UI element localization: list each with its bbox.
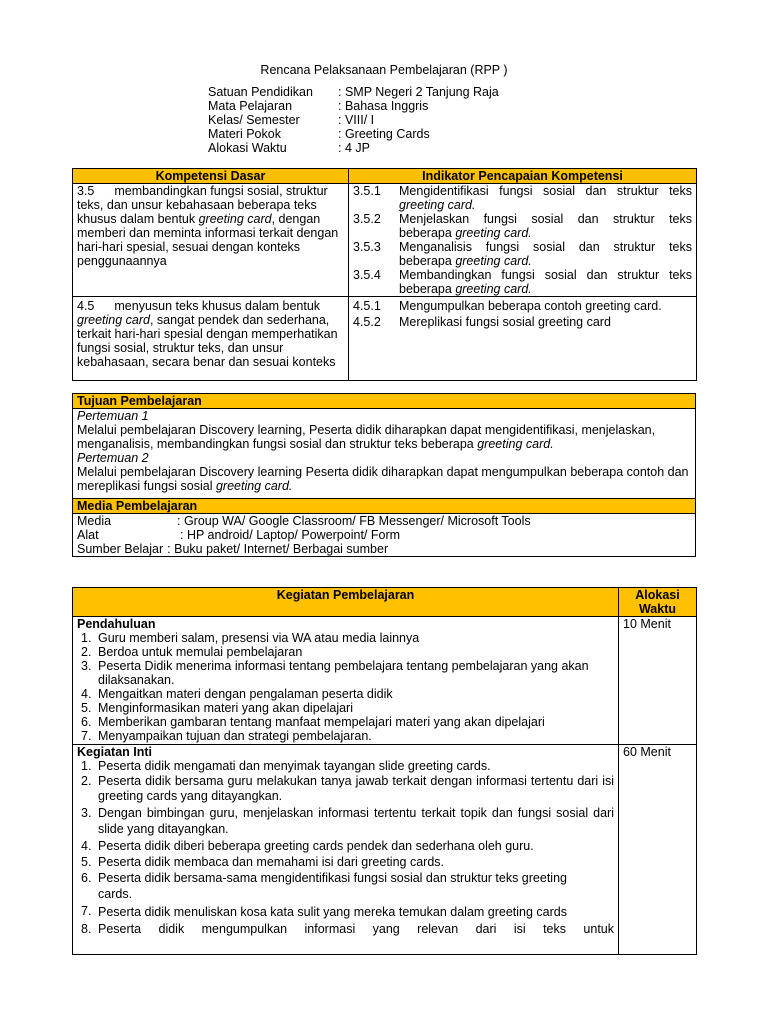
media-row bbox=[77, 514, 691, 528]
info-value: : 4 JP bbox=[338, 141, 370, 155]
info-row bbox=[208, 113, 499, 127]
list-item: 5. Peserta didik membaca dan memahami isi dari greeting cards. bbox=[81, 855, 444, 869]
meeting-1-label: Pertemuan 1 bbox=[77, 409, 149, 423]
list-item: 3. Dengan bimbingan guru, menjelaskan informasi tertentu terkait topik dan fungsi sosial dari slide yang ditayangkan. bbox=[81, 806, 614, 836]
media-header: Media Pembelajaran bbox=[73, 498, 695, 514]
indicators-4-5 bbox=[349, 297, 697, 381]
kd-text: membandingkan fungsi sosial, struktur teks, dan unsur kebahasaan beberapa teks khusus dalam bentuk bbox=[77, 184, 328, 226]
media-value: : Buku paket/ Internet/ Berbagai sumber bbox=[167, 542, 389, 556]
core-activities-time: 60 Menit bbox=[619, 745, 697, 955]
introduction-time: 10 Menit bbox=[619, 617, 697, 745]
indicator-item bbox=[353, 212, 692, 240]
indicator-italic: greeting card. bbox=[455, 282, 532, 296]
info-key: Alokasi Waktu bbox=[208, 141, 287, 155]
indicator-text: Menjelaskan fungsi sosial dan struktur teks beberapa bbox=[399, 212, 692, 240]
info-value: : Greeting Cards bbox=[338, 127, 430, 141]
identity-block bbox=[208, 85, 499, 155]
objectives-section bbox=[72, 393, 696, 557]
kd-number: 4.5 bbox=[77, 299, 95, 313]
indicator-italic: greeting card. bbox=[455, 254, 532, 268]
list-item: 5. Menginformasikan materi yang akan dipelajari bbox=[81, 701, 353, 715]
media-row bbox=[77, 542, 691, 556]
info-key: Mata Pelajaran bbox=[208, 99, 293, 113]
media-key: Sumber Belajar bbox=[77, 542, 164, 556]
media-key: Media bbox=[77, 514, 112, 528]
info-value: : Bahasa Inggris bbox=[338, 99, 429, 113]
time-allocation-header: Alokasi Waktu bbox=[619, 588, 697, 617]
indicator-item bbox=[353, 184, 692, 212]
list-item: 7. Peserta didik menuliskan kosa kata sulit yang mereka temukan dalam greeting cards bbox=[81, 904, 567, 919]
indicator-item bbox=[353, 268, 692, 296]
activities-table bbox=[72, 587, 697, 955]
indicator-italic: greeting card. bbox=[399, 198, 476, 212]
list-item: 1. Guru memberi salam, presensi via WA atau media lainnya bbox=[81, 631, 420, 645]
indicator-text: Membandingkan fungsi sosial dan struktur teks beberapa bbox=[399, 268, 692, 296]
indicator-italic: greeting card. bbox=[455, 226, 532, 240]
core-activities-cell bbox=[73, 745, 619, 955]
kd-number: 3.5 bbox=[77, 184, 95, 198]
info-row bbox=[208, 85, 499, 99]
introduction-title: Pendahuluan bbox=[77, 617, 156, 631]
info-row bbox=[208, 99, 499, 113]
kd-text: menyusun teks khusus dalam bentuk bbox=[114, 299, 321, 313]
indicator-text: Menganalisis fungsi sosial dan struktur teks beberapa bbox=[399, 240, 692, 268]
list-item: 4. Mengaitkan materi dengan pengalaman peserta didik bbox=[81, 687, 393, 701]
kd-italic: greeting card bbox=[198, 212, 272, 226]
info-key: Satuan Pendidikan bbox=[208, 85, 313, 99]
indicator-number: 3.5.4 bbox=[353, 268, 381, 282]
indicator-number: 3.5.2 bbox=[353, 212, 381, 226]
list-item: 3. Peserta Didik menerima informasi tentang pembelajara tentang pembelajaran yang akan dilaksanakan. bbox=[81, 659, 589, 687]
activities-header: Kegiatan Pembelajaran bbox=[73, 588, 619, 617]
indicator-item bbox=[353, 240, 692, 268]
indicator-number: 4.5.2 bbox=[353, 315, 381, 329]
list-item: 2. Peserta didik bersama guru melakukan tanya jawab terkait dengan informasi tertentu dari isi greeting cards yang ditayangkan. bbox=[81, 774, 614, 803]
media-value: : Group WA/ Google Classroom/ FB Messenger/ Microsoft Tools bbox=[177, 514, 531, 528]
kd-text-end: , dengan memberi dan meminta informasi terkait dengan hari-hari spesial, sesuai dengan konteks penggunaannya bbox=[77, 212, 339, 268]
info-key: Materi Pokok bbox=[208, 127, 281, 141]
indicator-text: Mengidentifikasi fungsi sosial dan struktur teks bbox=[399, 184, 692, 198]
introduction-cell bbox=[73, 617, 619, 745]
info-row bbox=[208, 127, 499, 141]
introduction-list bbox=[77, 631, 614, 743]
meeting-1-text: Melalui pembelajaran Discovery learning, Peserta didik diharapkan dapat mengidentifikasi, menjelaskan, menganalisis, membandingkan fungsi sosial dan struktur teks beberapa bbox=[77, 423, 656, 451]
kd-text-end: , sangat pendek dan sederhana, terkait hari-hari spesial dengan memperhatikan fungsi sosial, struktur teks, dan unsur kebahasaan, secara benar dan sesuai konteks bbox=[77, 313, 338, 369]
meeting-2-italic: greeting card. bbox=[215, 479, 293, 493]
list-item: 8. Peserta didik mengumpulkan informasi yang relevan dari isi teks untuk bbox=[81, 922, 614, 936]
kd-3-5 bbox=[73, 184, 349, 297]
document-title: Rencana Pelaksanaan Pembelajaran (RPP ) bbox=[260, 63, 508, 77]
core-activities-list bbox=[77, 759, 614, 936]
info-value: : SMP Negeri 2 Tanjung Raja bbox=[338, 85, 499, 99]
meeting-1-italic: greeting card. bbox=[477, 437, 554, 451]
indicator-number: 3.5.1 bbox=[353, 184, 381, 198]
core-activities-title: Kegiatan Inti bbox=[77, 745, 153, 759]
meeting-2-text: Melalui pembelajaran Discovery learning Peserta didik diharapkan dapat mengumpulkan beberapa contoh dan mereplikasi fungsi sosial bbox=[77, 465, 689, 493]
info-row bbox=[208, 141, 499, 155]
media-key: Alat bbox=[77, 528, 99, 542]
indicator-item bbox=[353, 315, 692, 329]
list-item: 1. Peserta didik mengamati dan menyimak tayangan slide greeting cards. bbox=[81, 759, 491, 773]
list-item: 6. Memberikan gambaran tentang manfaat mempelajari materi yang akan dipelajari bbox=[81, 715, 545, 729]
list-item: 4. Peserta didik diberi beberapa greeting cards pendek dan sederhana oleh guru. bbox=[81, 839, 534, 853]
info-key: Kelas/ Semester bbox=[208, 113, 300, 127]
media-row bbox=[77, 528, 691, 542]
indicator-header: Indikator Pencapaian Kompetensi bbox=[349, 169, 697, 184]
indicator-number: 4.5.1 bbox=[353, 299, 381, 313]
kd-header: Kompetensi Dasar bbox=[73, 169, 349, 184]
indicator-text: Mereplikasi fungsi sosial greeting card bbox=[399, 315, 611, 329]
indicator-text: Mengumpulkan beberapa contoh greeting card. bbox=[399, 299, 662, 313]
kd-italic: greeting card bbox=[77, 313, 150, 327]
competency-table bbox=[72, 168, 697, 381]
objectives-header: Tujuan Pembelajaran bbox=[73, 394, 695, 409]
list-item: 2. Berdoa untuk memulai pembelajaran bbox=[81, 645, 303, 659]
list-item: 7. Menyampaikan tujuan dan strategi pembelajaran. bbox=[81, 729, 372, 743]
list-item: 6. Peserta didik bersama-sama mengidentifikasi fungsi sosial dan struktur teks greeting cards. bbox=[81, 871, 567, 901]
meeting-2-label: Pertemuan 2 bbox=[77, 451, 149, 465]
kd-4-5 bbox=[73, 297, 349, 381]
info-value: : VIII/ I bbox=[338, 113, 375, 127]
indicators-3-5 bbox=[349, 184, 697, 297]
indicator-number: 3.5.3 bbox=[353, 240, 381, 254]
indicator-item bbox=[353, 299, 692, 313]
media-value: : HP android/ Laptop/ Powerpoint/ Form bbox=[180, 528, 401, 542]
